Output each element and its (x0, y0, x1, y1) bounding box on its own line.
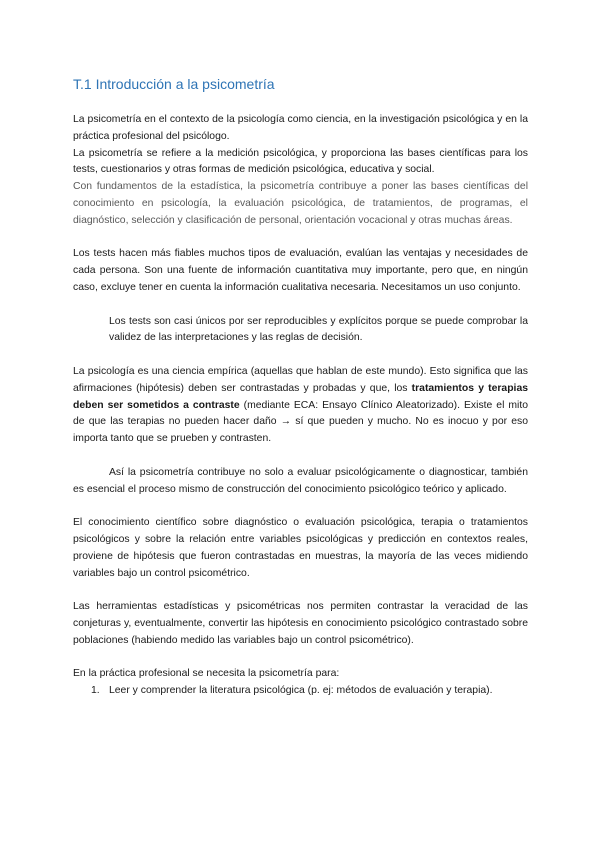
intro-paragraph-3: Con fundamentos de la estadística, la psicometría contribuye a poner las bases científicas del conocimiento en psicología, la evaluación psicológica, de tratamientos, de programas, el diagnóstico, selección y clasificación de personal, orientación vocacional y otras muchas áreas. (73, 181, 528, 226)
empirical-text-start: La psicología es una ciencia empírica (aquellas que hablan de este mundo). Esto significa que las afirmaciones (hipótesis) deben ser contrastadas y probadas y que, los (73, 365, 528, 394)
tests-quote: Los tests son casi únicos por ser reproducibles y explícitos porque se puede comprobar la validez de las interpretaciones y las reglas de decisión. (109, 315, 528, 344)
list-item-number: 1. (91, 685, 100, 697)
list-item-text: Leer y comprender la literatura psicológica (p. ej: métodos de evaluación y terapia). (109, 685, 493, 697)
tools-paragraph: Las herramientas estadísticas y psicométricas nos permiten contrastar la veracidad de las conjeturas y, eventualmente, convertir las hipótesis en conocimiento psicológico contrastado sobre poblaciones (habiendo medido las variables bajo un control psicométrico). (73, 601, 528, 646)
contribution-paragraph: Así la psicometría contribuye no solo a evaluar psicológicamente o diagnosticar, también es esencial el proceso mismo de construcción del conocimiento psicológico teórico y aplicado. (73, 466, 528, 495)
document-body (73, 74, 528, 700)
tests-paragraph: Los tests hacen más fiables muchos tipos de evaluación, evalúan las ventajas y necesidades de cada persona. Son una fuente de información cuantitativa muy importante, pero que, en ningún caso, excluye tener en cuenta la información cualitativa necesaria. Necesitamos un uso conjunto. (73, 248, 528, 293)
scientific-knowledge-paragraph: El conocimiento científico sobre diagnóstico o evaluación psicológica, terapia o tratamientos psicológicos y sobre la relación entre variables psicológicas y predicción en contextos reales, proviene de hipótesis que fueron contrastadas en muestras, la mayoría de las veces midiendo variables bajo un control psicométrico. (73, 517, 528, 579)
practice-intro: En la práctica profesional se necesita la psicometría para: (73, 668, 340, 680)
empirical-paragraph (73, 364, 528, 448)
intro-paragraph-2: La psicometría se refiere a la medición psicológica, y proporciona las bases científicas para los tests, cuestionarios y otras formas de medición psicológica, educativa y social. (73, 147, 528, 176)
section-title: T.1 Introducción a la psicometría (73, 76, 275, 92)
empirical-text-end: (mediante ECA: Ensayo Clínico Aleatorizado). Existe el mito de que las terapias no pueden hacer daño → sí que pueden y mucho. No es inocuo y por eso importa tanto que se prueben y contrasten. (73, 399, 528, 445)
list-item (73, 683, 528, 700)
practice-list (73, 683, 528, 700)
intro-paragraph-1: La psicometría en el contexto de la psicología como ciencia, en la investigación psicológica y en la práctica profesional del psicólogo. (73, 114, 528, 142)
empirical-bold-text: tratamientos y terapias deben ser sometidos a contraste (73, 382, 529, 411)
